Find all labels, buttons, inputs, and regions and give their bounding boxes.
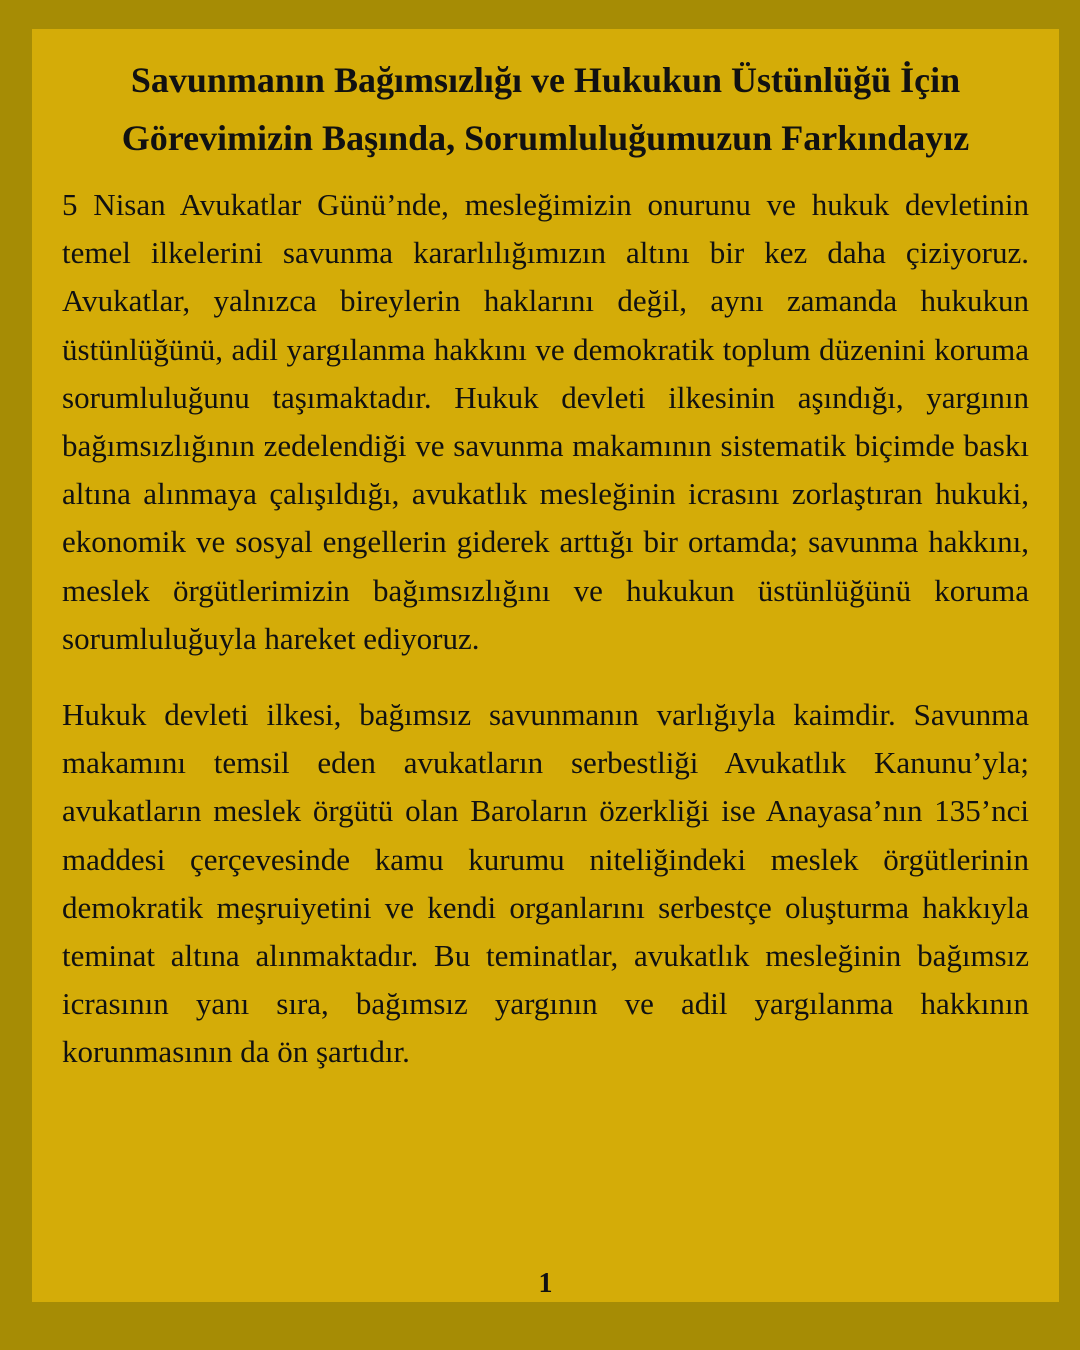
document-body bbox=[62, 181, 1029, 1077]
document-title bbox=[62, 51, 1029, 167]
title-line-1: Savunmanın Bağımsızlığı ve Hukukun Üstünlüğü İçin bbox=[130, 60, 961, 100]
paragraph-2: Hukuk devleti ilkesi, bağımsız savunmanın varlığıyla kaimdir. Savunma makamını temsil eden avukatların serbestliği Avukatlık Kanunu’yla; avukatların meslek örgütü olan Baroların özerkliği ise Anayasa’nın 135’nci maddesi çerçevesinde kamu kurumu niteliğindeki meslek örgütlerinin demokratik meşruiyetini ve kendi organlarını serbestçe oluşturma hakkıyla teminat altına alınmaktadır. Bu teminatlar, avukatlık mesleğinin bağımsız icrasının yanı sıra, bağımsız yargının ve adil yargılanma hakkının korunmasının da ön şartıdır. bbox=[62, 697, 1029, 1070]
page-number: 1 bbox=[538, 1268, 553, 1299]
document-page bbox=[32, 29, 1059, 1302]
title-line-2: Görevimizin Başında, Sorumluluğumuzun Farkındayız bbox=[121, 118, 970, 158]
paragraph-1: 5 Nisan Avukatlar Günü’nde, mesleğimizin onurunu ve hukuk devletinin temel ilkelerini savunma kararlılığımızın altını bir kez daha çiziyoruz. Avukatlar, yalnızca bireylerin haklarını değil, aynı zamanda hukukun üstünlüğünü, adil yargılanma hakkını ve demokratik toplum düzenini koruma sorumluluğunu taşımaktadır. Hukuk devleti ilkesinin aşındığı, yargının bağımsızlığının zedelendiği ve savunma makamının sistematik biçimde baskı altına alınmaya çalışıldığı, avukatlık mesleğinin icrasını zorlaştıran hukuki, ekonomik ve sosyal engellerin giderek arttığı bir ortamda; savunma hakkını, meslek örgütlerimizin bağımsızlığını ve hukukun üstünlüğünü koruma sorumluluğuyla hareket ediyoruz. bbox=[62, 187, 1029, 656]
